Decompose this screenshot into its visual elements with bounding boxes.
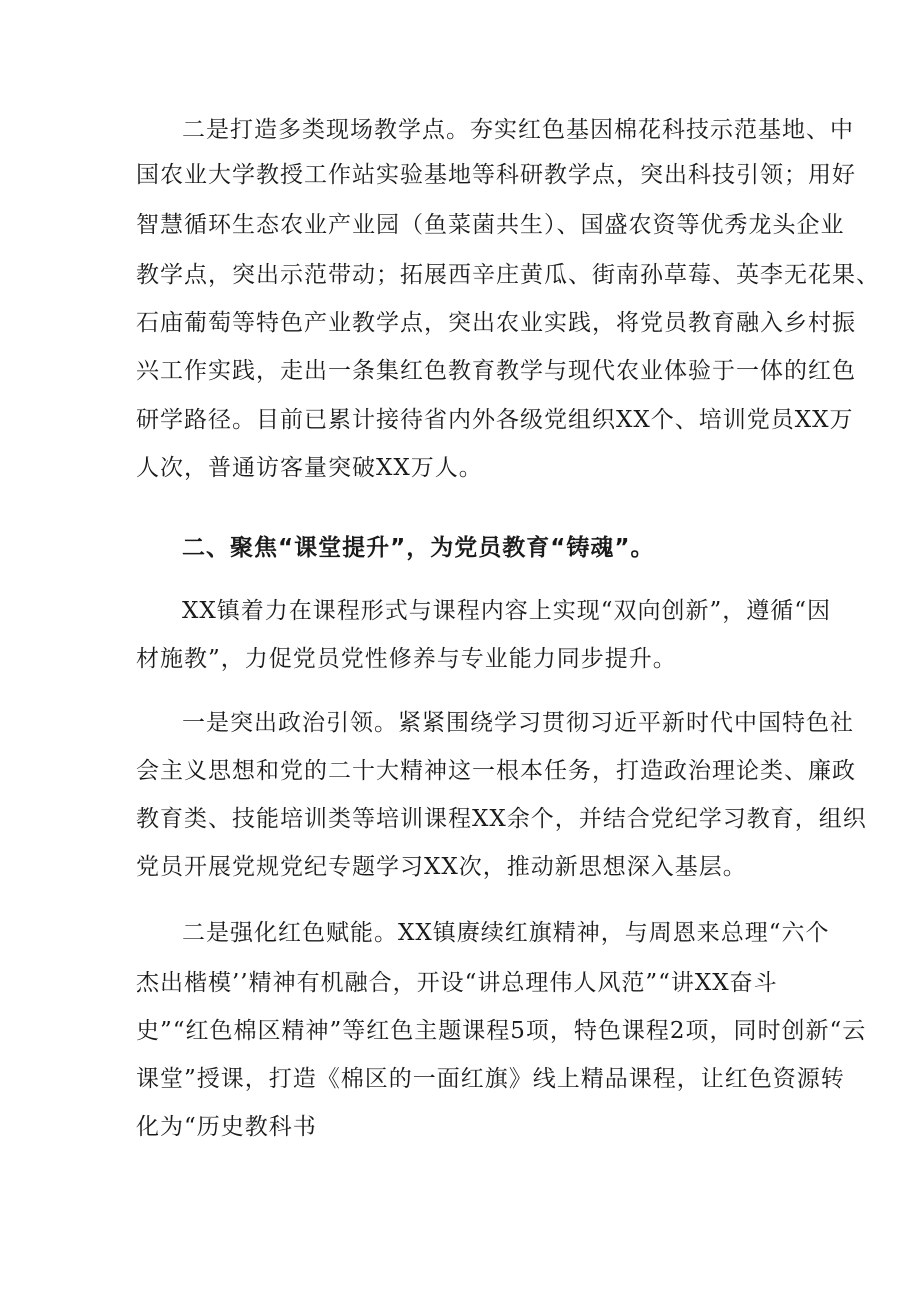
text-line: 兴工作实践，走出一条集红色教育教学与现代农业体验于一体的红色 (136, 358, 856, 384)
text-line: 一是突出政治引领。紧紧围绕学习贯彻习近平新时代中国特色社 (182, 710, 854, 736)
text-line: 国农业大学教授工作站实验基地等科研教学点，突出科技引领；用好 (136, 162, 856, 188)
text-line: 材施教”，力促党员党性修养与专业能力同步提升。 (136, 646, 677, 672)
text-line: 人次，普通访客量突破XX万人。 (136, 455, 483, 481)
text-line: 二是强化红色赋能。XX镇赓续红旗精神，与周恩来总理“六个 (182, 920, 830, 946)
text-line: 化为“历史教科书 (136, 1114, 317, 1140)
text-line: 党员开展党规党纪专题学习XX次，推动新思想深入基层。 (136, 854, 747, 880)
text-line: XX镇着力在课程形式与课程内容上实现“双向创新”，遵循“因 (182, 598, 832, 624)
text-line: 课堂”授课，打造《棉区的一面红旗》线上精品课程，让红色资源转 (136, 1066, 845, 1092)
text-line: 会主义思想和党的二十大精神这一根本任务，打造政治理论类、廉政 (136, 758, 856, 784)
text-line: 研学路径。目前已累计接待省内外各级党组织XX个、培训党员XX万 (136, 407, 854, 433)
text-line: 教学点，突出示范带动；拓展西辛庄黄瓜、街南孙草莓、英李无花果、 (136, 262, 880, 288)
text-line: 史”“红色棉区精神”等红色主题课程5项，特色课程2项，同时创新“云 (136, 1018, 867, 1044)
text-line: 教育类、技能培训类等培训课程XX余个，并结合党纪学习教育，组织 (136, 806, 867, 832)
text-line: 石庙葡萄等特色产业教学点，突出农业实践，将党员教育融入乡村振 (136, 310, 856, 336)
text-line: 二是打造多类现场教学点。夯实红色基因棉花科技示范基地、中 (182, 117, 854, 143)
section-heading: 二、聚焦“课堂提升”，为党员教育“铸魂”。 (182, 535, 655, 561)
text-line: 智慧循环生态农业产业园（鱼菜菌共生）、国盛农资等优秀龙头企业 (136, 212, 845, 238)
text-line: 杰出楷模’’精神有机融合，开设“讲总理伟人风范”“讲XX奋斗 (136, 970, 778, 996)
